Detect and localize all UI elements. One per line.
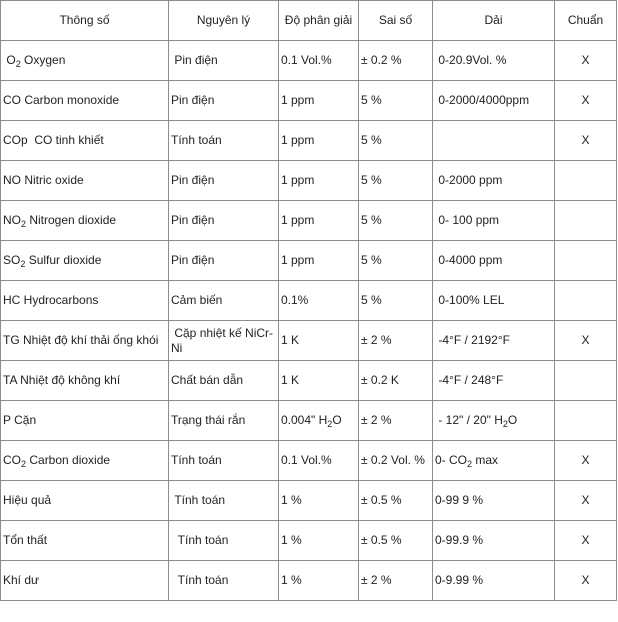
parameter-text: TG Nhiệt độ khí thải ống khói: [3, 333, 159, 347]
principle-text: Tính toán: [171, 133, 222, 147]
cell-resolution: [279, 441, 359, 481]
cell-resolution: [279, 161, 359, 201]
table-row: [1, 81, 617, 121]
table-body: [1, 41, 617, 601]
header-resolution: Độ phân giải: [279, 1, 359, 41]
cell-resolution: [279, 561, 359, 601]
cell-standard: [555, 361, 617, 401]
cell-resolution: [279, 481, 359, 521]
error-text: ± 2 %: [361, 333, 392, 347]
standard-mark: X: [581, 453, 590, 467]
cell-parameter: [1, 161, 169, 201]
cell-error: [359, 41, 433, 81]
range-text: 0-9.99 %: [435, 573, 484, 587]
cell-resolution: [279, 321, 359, 361]
principle-text: Tính toán: [171, 533, 229, 547]
cell-standard: [555, 41, 617, 81]
cell-error: [359, 481, 433, 521]
error-text: ± 0.2 K: [361, 373, 399, 387]
cell-parameter: [1, 41, 169, 81]
resolution-text: 1 %: [281, 573, 302, 587]
range-text: 0-99 9 %: [435, 493, 484, 507]
header-row: [1, 1, 617, 41]
header-standard: Chuẩn: [555, 1, 617, 41]
cell-range: [433, 561, 555, 601]
standard-mark: X: [581, 533, 590, 547]
cell-standard: [555, 281, 617, 321]
parameter-text-suffix: Carbon dioxide: [26, 452, 111, 467]
resolution-text: 1 %: [281, 533, 302, 547]
cell-error: [359, 401, 433, 441]
cell-principle: [169, 121, 279, 161]
cell-resolution: [279, 401, 359, 441]
cell-parameter: [1, 561, 169, 601]
cell-parameter: [1, 401, 169, 441]
cell-principle: [169, 361, 279, 401]
range-subscript: 2: [467, 458, 473, 469]
principle-text: Pin điện: [171, 213, 215, 227]
principle-text: Tính toán: [171, 453, 222, 467]
standard-mark: X: [581, 333, 590, 347]
cell-principle: [169, 41, 279, 81]
cell-error: [359, 321, 433, 361]
parameter-text: NO Nitric oxide: [3, 173, 84, 187]
cell-standard: [555, 161, 617, 201]
range-text: 0-4000 ppm: [435, 253, 503, 267]
cell-parameter: [1, 441, 169, 481]
parameter-text-suffix: Sulfur dioxide: [25, 252, 102, 267]
error-text: ± 0.5 %: [361, 533, 402, 547]
resolution-text: 1 ppm: [281, 133, 315, 147]
principle-text: Pin điện: [171, 93, 215, 107]
cell-error: [359, 281, 433, 321]
table-row: [1, 481, 617, 521]
cell-resolution: [279, 521, 359, 561]
cell-standard: [555, 321, 617, 361]
cell-range: [433, 161, 555, 201]
range-text: -4°F / 2192°F: [435, 333, 510, 347]
range-text: 0-100% LEL: [435, 293, 505, 307]
cell-standard: [555, 201, 617, 241]
range-text-suffix: O: [507, 412, 518, 427]
resolution-text-suffix: O: [332, 412, 342, 427]
cell-resolution: [279, 281, 359, 321]
cell-principle: [169, 241, 279, 281]
cell-range: [433, 321, 555, 361]
error-text: ± 0.5 %: [361, 493, 402, 507]
parameter-text: NO: [3, 212, 21, 227]
header-error: Sai số: [359, 1, 433, 41]
cell-parameter: [1, 521, 169, 561]
principle-text: Tính toán: [171, 493, 226, 507]
cell-principle: [169, 561, 279, 601]
principle-text: Trạng thái rắn: [171, 413, 246, 427]
parameter-text: CO: [3, 452, 21, 467]
table-row: [1, 321, 617, 361]
cell-principle: [169, 321, 279, 361]
cell-principle: [169, 281, 279, 321]
cell-standard: [555, 441, 617, 481]
error-text: 5 %: [361, 173, 382, 187]
parameter-text: P Cặn: [3, 413, 37, 427]
standard-mark: X: [581, 133, 590, 147]
resolution-text: 1 K: [281, 333, 300, 347]
parameter-text: O: [3, 52, 16, 67]
standard-mark: X: [581, 493, 590, 507]
resolution-text: 1 K: [281, 373, 300, 387]
table-row: [1, 41, 617, 81]
parameter-subscript: 2: [20, 258, 26, 269]
range-text: 0-2000/4000ppm: [435, 93, 530, 107]
range-subscript: 2: [502, 418, 508, 429]
table-row: [1, 361, 617, 401]
cell-principle: [169, 81, 279, 121]
header-parameter: Thông số: [1, 1, 169, 41]
parameter-text: Hiệu quả: [3, 493, 52, 507]
cell-parameter: [1, 361, 169, 401]
cell-resolution: [279, 241, 359, 281]
cell-range: [433, 201, 555, 241]
resolution-text: 0.1%: [281, 293, 309, 307]
cell-standard: [555, 81, 617, 121]
principle-text: Pin điện: [171, 253, 215, 267]
cell-error: [359, 201, 433, 241]
error-text: 5 %: [361, 93, 382, 107]
table-row: [1, 121, 617, 161]
parameter-text: TA Nhiệt độ không khí: [3, 373, 121, 387]
resolution-text: 1 ppm: [281, 93, 315, 107]
parameter-subscript: 2: [15, 58, 21, 69]
principle-text: Chất bán dẫn: [171, 373, 244, 387]
error-text: 5 %: [361, 213, 382, 227]
principle-text: Pin điện: [171, 173, 215, 187]
cell-error: [359, 121, 433, 161]
standard-mark: X: [581, 93, 590, 107]
cell-resolution: [279, 121, 359, 161]
cell-resolution: [279, 81, 359, 121]
parameter-text: Tổn thất: [3, 533, 48, 547]
cell-error: [359, 81, 433, 121]
principle-text: Tính toán: [171, 573, 229, 587]
resolution-text: 1 ppm: [281, 213, 315, 227]
table-row: [1, 161, 617, 201]
cell-principle: [169, 441, 279, 481]
cell-error: [359, 561, 433, 601]
cell-range: [433, 441, 555, 481]
resolution-text: 0.004" H: [281, 412, 328, 427]
cell-error: [359, 361, 433, 401]
header-range: Dải: [433, 1, 555, 41]
principle-text: Cảm biến: [171, 293, 223, 307]
cell-resolution: [279, 201, 359, 241]
cell-standard: [555, 401, 617, 441]
cell-parameter: [1, 321, 169, 361]
cell-standard: [555, 521, 617, 561]
table-row: [1, 281, 617, 321]
range-text-suffix: max: [472, 452, 499, 467]
cell-error: [359, 241, 433, 281]
resolution-text: 1 ppm: [281, 173, 315, 187]
resolution-text: 0.1 Vol.%: [281, 453, 332, 467]
range-text: -4°F / 248°F: [435, 373, 504, 387]
cell-range: [433, 41, 555, 81]
cell-parameter: [1, 121, 169, 161]
error-text: 5 %: [361, 133, 382, 147]
error-text: 5 %: [361, 293, 382, 307]
cell-parameter: [1, 81, 169, 121]
cell-range: [433, 361, 555, 401]
range-text: 0- CO: [435, 452, 468, 467]
cell-standard: [555, 481, 617, 521]
cell-standard: [555, 561, 617, 601]
resolution-subscript: 2: [327, 418, 333, 429]
cell-range: [433, 281, 555, 321]
table-row: [1, 201, 617, 241]
cell-parameter: [1, 201, 169, 241]
principle-text: Cặp nhiệt kế NiCr-Ni: [171, 325, 274, 355]
parameter-text: Khí dư: [3, 573, 40, 587]
error-text: ± 0.2 %: [361, 53, 402, 67]
table-row: [1, 241, 617, 281]
principle-text: Pin điện: [171, 53, 218, 67]
cell-error: [359, 161, 433, 201]
cell-error: [359, 441, 433, 481]
cell-resolution: [279, 41, 359, 81]
cell-principle: [169, 481, 279, 521]
cell-standard: [555, 241, 617, 281]
cell-principle: [169, 521, 279, 561]
cell-principle: [169, 161, 279, 201]
cell-principle: [169, 201, 279, 241]
parameter-text: HC Hydrocarbons: [3, 293, 99, 307]
error-text: ± 2 %: [361, 413, 392, 427]
cell-range: [433, 241, 555, 281]
parameter-text-suffix: Oxygen: [20, 52, 66, 67]
cell-parameter: [1, 241, 169, 281]
cell-range: [433, 521, 555, 561]
range-text: 0-99.9 %: [435, 533, 484, 547]
parameter-subscript: 2: [21, 458, 27, 469]
cell-range: [433, 121, 555, 161]
resolution-text: 1 ppm: [281, 253, 315, 267]
cell-resolution: [279, 361, 359, 401]
error-text: 5 %: [361, 253, 382, 267]
range-text: 0-20.9Vol. %: [435, 53, 507, 67]
parameter-text-suffix: Nitrogen dioxide: [26, 212, 117, 227]
standard-mark: X: [581, 53, 590, 67]
table-row: [1, 521, 617, 561]
resolution-text: 0.1 Vol.%: [281, 53, 332, 67]
cell-range: [433, 401, 555, 441]
parameter-text: COp CO tinh khiết: [3, 133, 104, 147]
error-text: ± 2 %: [361, 573, 392, 587]
range-text: 0- 100 ppm: [435, 213, 500, 227]
range-text: 0-2000 ppm: [435, 173, 503, 187]
cell-principle: [169, 401, 279, 441]
cell-parameter: [1, 281, 169, 321]
parameter-text: CO Carbon monoxide: [3, 93, 120, 107]
cell-parameter: [1, 481, 169, 521]
cell-range: [433, 481, 555, 521]
table-header: [1, 1, 617, 41]
parameter-text: SO: [3, 252, 21, 267]
resolution-text: 1 %: [281, 493, 302, 507]
table-row: [1, 561, 617, 601]
table-row: [1, 401, 617, 441]
parameter-subscript: 2: [21, 218, 27, 229]
header-principle: Nguyên lý: [169, 1, 279, 41]
standard-mark: X: [581, 573, 590, 587]
cell-error: [359, 521, 433, 561]
range-text: - 12" / 20" H: [435, 412, 503, 427]
cell-standard: [555, 121, 617, 161]
error-text: ± 0.2 Vol. %: [361, 453, 425, 467]
table-row: [1, 441, 617, 481]
cell-range: [433, 81, 555, 121]
